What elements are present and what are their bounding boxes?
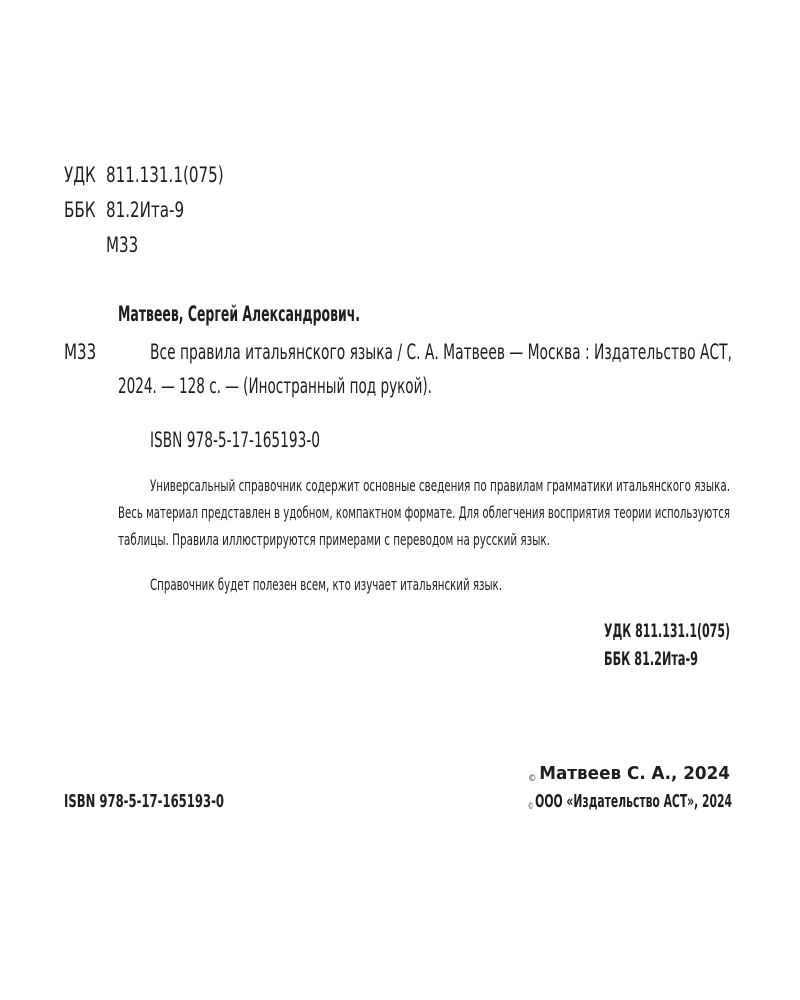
entry-description-line-2: 2024. — 128 с. — (Иностранный под рукой). — [118, 374, 432, 398]
udk-label: УДК — [64, 163, 96, 187]
copyright-author-text: Матвеев С. А., 2024 — [539, 763, 730, 784]
entry-description-line-1: Все правила итальянского языка / С. А. Матвеев — Москва : Издательство АСТ, — [150, 340, 732, 364]
copyright-publisher-text: ООО «Издательство АСТ», 2024 — [535, 791, 732, 812]
copyright-symbol: © — [528, 774, 537, 784]
copyright-author — [528, 763, 744, 784]
udk-value: 811.131.1(075) — [106, 163, 224, 187]
entry-author-mark: М33 — [64, 340, 97, 364]
right-bbk: ББК 81.2Ита-9 — [604, 648, 698, 670]
annotation-line-2: Весь материал представлен в удобном, компактном формате. Для облегчения восприятия теории используются — [118, 503, 730, 522]
author-heading: Матвеев, Сергей Александрович. — [118, 302, 360, 326]
bbk-label: ББК — [64, 198, 96, 222]
annotation-line-4: Справочник будет полезен всем, кто изучает итальянский язык. — [150, 575, 502, 594]
annotation-line-1: Универсальный справочник содержит основные сведения по правилам грамматики итальянского языка. — [150, 476, 730, 495]
copyright-publisher — [528, 791, 800, 812]
author-mark: М33 — [106, 233, 139, 257]
bbk-value: 81.2Ита-9 — [106, 198, 185, 222]
footer-isbn: ISBN 978-5-17-165193-0 — [64, 791, 224, 812]
annotation-line-3: таблицы. Правила иллюстрируются примерами с переводом на русский язык. — [118, 530, 550, 549]
right-udk: УДК 811.131.1(075) — [604, 620, 730, 642]
entry-isbn: ISBN 978-5-17-165193-0 — [150, 428, 320, 452]
copyright-symbol: © — [528, 802, 534, 812]
